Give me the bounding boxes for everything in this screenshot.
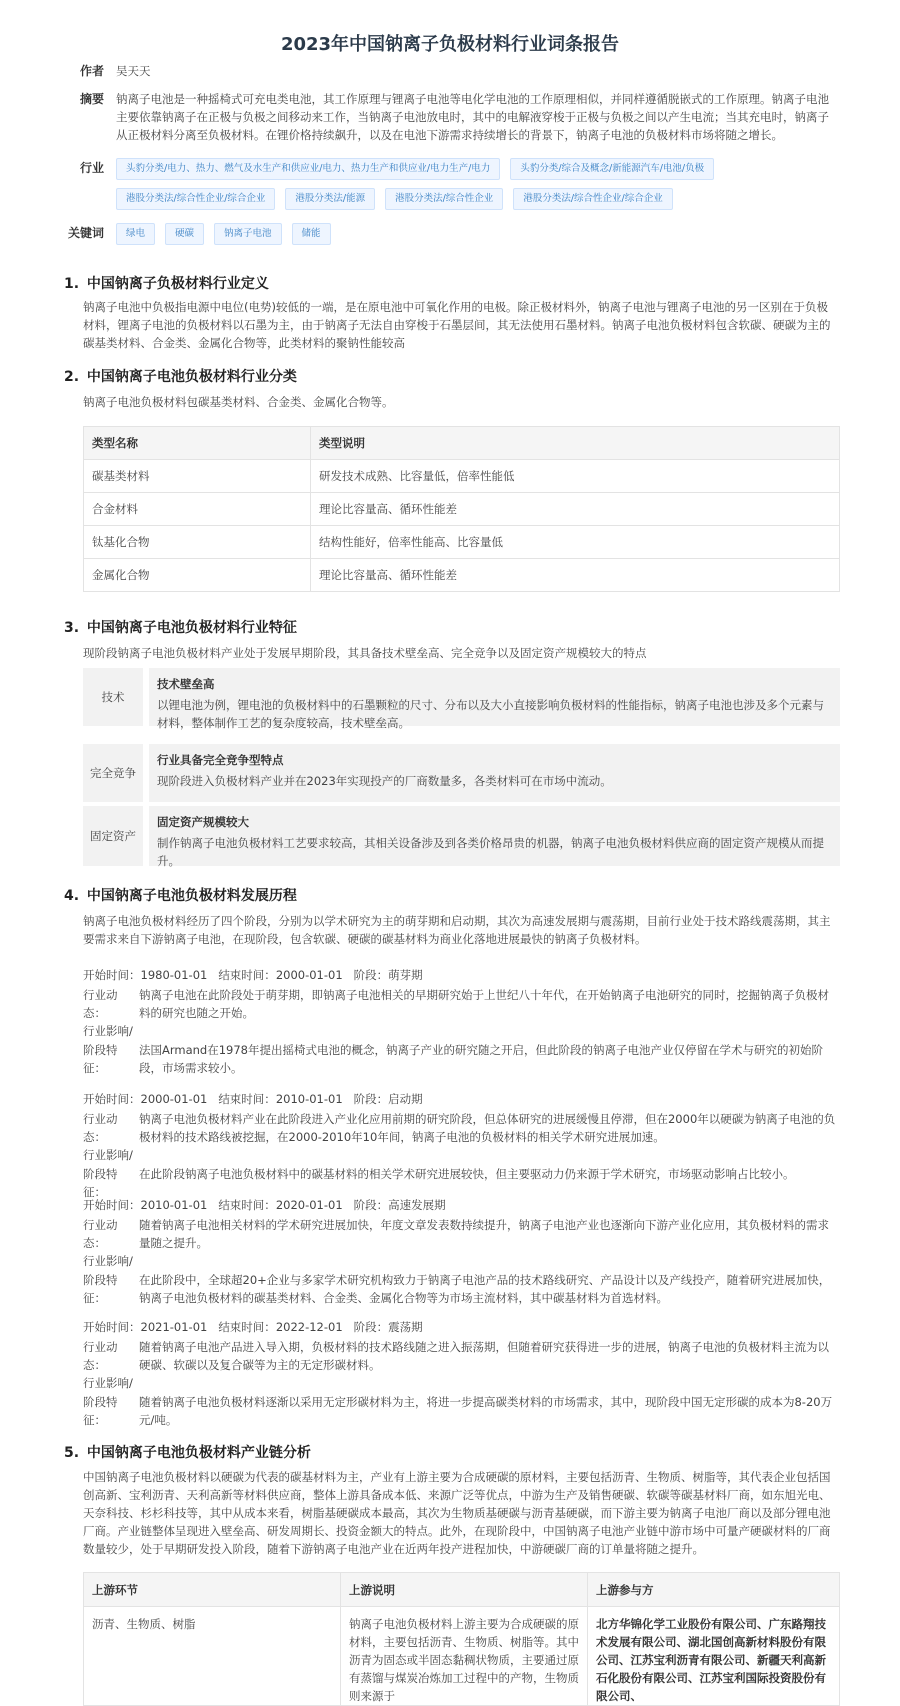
table-cell: 理论比容量高、循环性能差 — [311, 559, 840, 592]
dynamic-text: 随着钠离子电池产品进入导入期，负极材料的技术路线随之进入振荡期，但随着研究获得进一步的进展，钠离子电池的负极材料主流为以硬碳、软碳以及复合碳等为主的无定形碳材料。 — [139, 1340, 829, 1372]
industry-tag[interactable]: 港股分类法/综合性企业/综合企业 — [513, 188, 672, 210]
stage-label: 阶段： — [353, 1320, 389, 1334]
feature-body — [149, 668, 840, 730]
section-1-text: 钠离子电池中负极指电源中电位(电势)较低的一端，是在原电池中可氧化作用的电极。除正极材料外，钠离子电池与锂离子电池的另一区别在于负极材料，锂离子电池的负极材料以石墨为主，由于钠离子无法自由穿梭于石墨层间，其无法使用石墨材料。钠离子电池负极材料包含软碳、硬碳为主的碳基类材料、合金类、金属化合物等，此类材料的聚钠性能较高 — [83, 300, 831, 350]
table-header-cell: 上游参与方 — [588, 1573, 840, 1607]
stage-name: 启动期 — [388, 1092, 423, 1106]
feature-row — [83, 806, 840, 866]
feature-title: 技术壁垒高 — [157, 677, 215, 691]
feature-key: 固定资产 — [83, 806, 143, 866]
section-title: 中国钠离子负极材料行业定义 — [86, 276, 269, 292]
industry-tags — [116, 158, 836, 210]
feature-row — [83, 668, 840, 730]
abstract-row — [0, 90, 836, 144]
table-cell: 沥青、生物质、树脂 — [84, 1607, 341, 1706]
keyword-tag[interactable]: 硬碳 — [165, 223, 204, 245]
table-cell: 金属化合物 — [84, 559, 311, 592]
section-5-heading — [64, 1442, 311, 1462]
start-label: 开始时间： — [83, 1092, 141, 1106]
section-title: 中国钠离子电池负极材料行业特征 — [86, 620, 297, 636]
section-2-heading — [64, 366, 297, 386]
section-number: 3. — [64, 620, 80, 636]
start-date: 1980-01-01 — [140, 968, 208, 982]
section-number: 5. — [64, 1445, 80, 1461]
stage-impact — [83, 1271, 840, 1307]
impact-text: 在此阶段中，全球超20+企业与多家学术研究机构致力于钠离子电池产品的技术路线研究、产品设计以及产线投产，随着研究进展加快，钠离子电池负极材料的碳基类材料、合金类、金属化合物等为市场主流材料，其中碳基材料为首选材料。 — [139, 1273, 831, 1305]
table-header-row — [84, 1573, 840, 1607]
table-cell: 合金材料 — [84, 493, 311, 526]
feature-body — [149, 806, 840, 866]
section-2-text: 钠离子电池负极材料包碳基类材料、合金类、金属化合物等。 — [83, 395, 394, 409]
end-date: 2020-01-01 — [275, 1198, 343, 1212]
table-row — [84, 1607, 840, 1706]
feature-title: 固定资产规模较大 — [157, 815, 249, 829]
stage-impact — [83, 1393, 840, 1429]
table-row — [84, 493, 840, 526]
stage-dynamic — [83, 986, 840, 1022]
classification-table — [83, 426, 840, 592]
stage-name: 高速发展期 — [388, 1198, 446, 1212]
impact-label: 阶段特征： — [83, 1043, 118, 1075]
stage-impact — [83, 1041, 840, 1077]
impact-label: 阶段特征： — [83, 1273, 118, 1305]
table-cell: 钛基化合物 — [84, 526, 311, 559]
impact-text: 随着钠离子电池负极材料逐渐以采用无定形碳材料为主，将进一步提高碳类材料的市场需求，其中，现阶段中国无定形碳的成本为8-20万元/吨。 — [139, 1395, 833, 1427]
start-date: 2000-01-01 — [140, 1092, 208, 1106]
feature-key: 技术 — [83, 668, 143, 726]
table-row — [84, 559, 840, 592]
stage-name: 萌芽期 — [388, 968, 423, 982]
end-label: 结束时间： — [218, 1320, 276, 1334]
table-header-cell: 上游环节 — [84, 1573, 341, 1607]
start-label: 开始时间： — [83, 968, 141, 982]
industry-row — [0, 158, 836, 210]
end-label: 结束时间： — [218, 1198, 276, 1212]
stage-name: 震荡期 — [388, 1320, 423, 1334]
end-date: 2022-12-01 — [275, 1320, 343, 1334]
stage-dynamic — [83, 1216, 840, 1252]
industry-tag[interactable]: 头豹分类/电力、热力、燃气及水生产和供应业/电力、热力生产和供应业/电力生产/电力 — [116, 158, 500, 180]
stage-dynamic — [83, 1110, 840, 1146]
table-cell: 理论比容量高、循环性能差 — [311, 493, 840, 526]
feature-row — [83, 744, 840, 802]
author-row — [0, 62, 836, 80]
industry-tag[interactable]: 港股分类法/综合性企业/综合企业 — [116, 188, 275, 210]
section-number: 1. — [64, 276, 80, 292]
section-4-text: 钠离子电池负极材料经历了四个阶段，分别为以学术研究为主的萌芽期和启动期，其次为高速发展期与震荡期，目前行业处于技术路线震荡期，其主要需求来自下游钠离子电池，在现阶段，包含软碳、硬碳的碳基材料为商业化落地进展最快的钠离子负极材料。 — [83, 914, 831, 946]
start-label: 开始时间： — [83, 1198, 141, 1212]
section-1-heading — [64, 273, 269, 293]
start-label: 开始时间： — [83, 1320, 141, 1334]
section-number: 2. — [64, 369, 80, 385]
dynamic-label: 行业动态： — [83, 1112, 118, 1144]
feature-desc: 以锂电池为例，锂电池的负极材料中的石墨颗粒的尺寸、分布以及大小直接影响负极材料的性能指标，钠离子电池也涉及多个元素与材料，整体制作工艺的复杂度较高，技术壁垒高。 — [157, 698, 824, 730]
start-date: 2021-01-01 — [140, 1320, 208, 1334]
table-header-row — [84, 427, 840, 460]
keyword-tag[interactable]: 绿电 — [116, 223, 155, 245]
start-date: 2010-01-01 — [140, 1198, 208, 1212]
dynamic-text: 随着钠离子电池相关材料的学术研究进展加快，年度文章发表数持续提升，钠离子电池产业也逐渐向下游产业化应用，其负极材料的需求量随之提升。 — [139, 1218, 829, 1250]
impact-text: 在此阶段钠离子电池负极材料中的碳基材料的相关学术研究进展较快，但主要驱动力仍来源于学术研究，市场驱动影响占比较小。 — [139, 1167, 795, 1181]
abstract-label: 摘要 — [79, 92, 104, 106]
table-row — [84, 526, 840, 559]
section-5-text: 中国钠离子电池负极材料以硬碳为代表的碳基材料为主，产业有上游主要为合成硬碳的原材料，主要包括沥青、生物质、树脂等，其代表企业包括国创高新、宝利沥青、天利高新等材料供应商，整体上游具备成本低、来源广泛等优点，中游为生产及销售硬碳、软碳等碳基材料厂商，如东旭光电、天奈科技、杉杉科技等，其中从成本来看，树脂基硬碳成本最高，其次为生物质基硬碳与沥青基硬碳，而下游主要为钠离子电池厂商以及部分锂电池厂商。产业链整体呈现进入壁垒高、研发周期长、投资金额大的特点。此外，在现阶段中，中国钠离子电池产业链中游市场中可量产硬碳材料的厂商数量较少，处于早期研发投入阶段，随着下游钠离子电池产业在近两年投产进程加快，中游硬碳厂商的订单量将随之提升。 — [83, 1470, 831, 1556]
stage-period — [83, 1196, 446, 1214]
feature-body — [149, 744, 840, 802]
dynamic-text: 钠离子电池在此阶段处于萌芽期，即钠离子电池相关的早期研究始于上世纪八十年代，在开始钠离子电池研究的同时，挖掘钠离子负极材料的研究也随之开始。 — [139, 988, 829, 1020]
dynamic-label: 行业动态： — [83, 1218, 118, 1250]
dynamic-label: 行业动态： — [83, 988, 118, 1020]
stage-label: 阶段： — [353, 968, 389, 982]
section-title: 中国钠离子电池负极材料产业链分析 — [86, 1445, 311, 1461]
report-title: 2023年中国钠离子负极材料行业词条报告 — [280, 34, 620, 55]
table-cell: 北方华锦化学工业股份有限公司、广东路翔技术发展有限公司、湖北国创高新材料股份有限公司、江苏宝利沥青有限公司、新疆天利高新石化股份有限公司、江苏宝利国际投资股份有限公司、 — [588, 1607, 840, 1706]
impact-text: 法国Armand在1978年提出摇椅式电池的概念，钠离子产业的研究随之开启，但此阶段的钠离子电池产业仅停留在学术与研究的初始阶段，市场需求较小。 — [139, 1043, 823, 1075]
industry-tag[interactable]: 港股分类法/综合性企业 — [385, 188, 503, 210]
feature-desc: 现阶段进入负极材料产业并在2023年实现投产的厂商数量多，各类材料可在市场中流动。 — [157, 774, 612, 788]
feature-title: 行业具备完全竞争型特点 — [157, 753, 284, 767]
end-date: 2010-01-01 — [275, 1092, 343, 1106]
table-cell: 碳基类材料 — [84, 460, 311, 493]
impact-label-line1: 行业影响/ — [83, 1148, 133, 1162]
impact-label-line1: 行业影响/ — [83, 1376, 133, 1390]
industry-tag[interactable]: 头豹分类/综合及概念/新能源汽车/电池/负极 — [510, 158, 714, 180]
keyword-tag[interactable]: 钠离子电池 — [214, 223, 282, 245]
impact-label-line1: 行业影响/ — [83, 1254, 133, 1268]
table-cell: 钠离子电池负极材料上游主要为合成硬碳的原材料，主要包括沥青、生物质、树脂等。其中沥青为固态或半固态黏稠状物质，主要通过原有蒸馏与煤炭冶炼加工过程中的产物，生物质则来源于 — [341, 1607, 588, 1706]
table-row — [84, 460, 840, 493]
keyword-tags — [116, 223, 836, 245]
end-label: 结束时间： — [218, 968, 276, 982]
table-header-cell: 上游说明 — [341, 1573, 588, 1607]
table-cell: 研发技术成熟、比容量低，倍率性能低 — [311, 460, 840, 493]
feature-desc: 制作钠离子电池负极材料工艺要求较高，其相关设备涉及到各类价格昂贵的机器，钠离子电池负极材料供应商的固定资产规模从而提升。 — [157, 836, 824, 868]
section-number: 4. — [64, 888, 80, 904]
section-title: 中国钠离子电池负极材料行业分类 — [86, 369, 297, 385]
impact-label: 阶段特征： — [83, 1395, 118, 1427]
stage-period — [83, 1090, 423, 1108]
stage-dynamic — [83, 1338, 840, 1374]
author-label: 作者 — [79, 64, 104, 78]
section-4-heading — [64, 885, 297, 905]
section-3-heading — [64, 617, 297, 637]
upstream-table — [83, 1572, 840, 1706]
section-title: 中国钠离子电池负极材料发展历程 — [86, 888, 297, 904]
end-date: 2000-01-01 — [275, 968, 343, 982]
author-name: 吴天天 — [116, 64, 151, 78]
stage-period — [83, 966, 423, 984]
dynamic-label: 行业动态： — [83, 1340, 118, 1372]
industry-label: 行业 — [79, 161, 104, 175]
impact-label: 阶段特征： — [83, 1167, 118, 1199]
dynamic-text: 钠离子电池负极材料产业在此阶段进入产业化应用前期的研究阶段，但总体研究的进展缓慢且停滞，但在2000年以硬碳为钠离子电池的负极材料的技术路线被挖掘，在2000-2010年10年间，钠离子电池的负极材料的相关学术研究进展加速。 — [139, 1112, 836, 1144]
section-3-text: 现阶段钠离子电池负极材料产业处于发展早期阶段，其具备技术壁垒高、完全竞争以及固定资产规模较大的特点 — [83, 646, 647, 660]
feature-key: 完全竞争 — [83, 744, 143, 802]
stage-period — [83, 1318, 423, 1336]
table-header-cell: 类型说明 — [311, 427, 840, 460]
stage-label: 阶段： — [353, 1198, 389, 1212]
industry-tag[interactable]: 港股分类法/能源 — [285, 188, 375, 210]
table-header-cell: 类型名称 — [84, 427, 311, 460]
impact-label-line1: 行业影响/ — [83, 1024, 133, 1038]
end-label: 结束时间： — [218, 1092, 276, 1106]
keywords-label: 关键词 — [67, 226, 104, 240]
keyword-tag[interactable]: 储能 — [292, 223, 331, 245]
stage-label: 阶段： — [353, 1092, 389, 1106]
keywords-row — [0, 223, 836, 245]
table-cell: 结构性能好，倍率性能高、比容量低 — [311, 526, 840, 559]
abstract-text: 钠离子电池是一种摇椅式可充电类电池，其工作原理与锂离子电池等电化学电池的工作原理相似，并同样遵循脱嵌式的工作原理。钠离子电池主要依靠钠离子在正极与负极之间移动来工作，当钠离子电池放电时，其中的电解液穿梭于正极与负极之间以产生电流；当其充电时，钠离子从正极材料分离至负极材料。在锂价格持续飙升，以及在电池下游需求持续增长的背景下，钠离子电池的负极材料市场将随之增长。 — [116, 92, 829, 142]
